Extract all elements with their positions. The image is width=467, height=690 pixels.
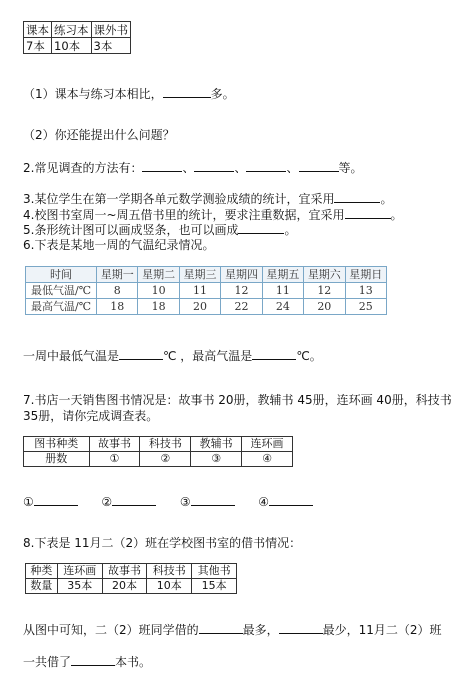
table-row (24, 38, 131, 54)
answer-blank[interactable] (279, 622, 323, 634)
table-cell: 课外书 (91, 22, 131, 38)
table-cell: 星期日 (345, 267, 386, 283)
answer-blank[interactable] (269, 494, 313, 506)
table-cell: 35本 (57, 579, 102, 594)
question-10: 8.下表是 11月二（2）班在学校图书室的借书情况： (23, 536, 302, 550)
question-text: 一共借了 (23, 655, 72, 669)
table-cell: 数量 (26, 579, 58, 594)
book-sales-table (23, 436, 293, 467)
table-row (26, 579, 237, 594)
table-cell: 22 (221, 299, 262, 315)
table-cell: 24 (262, 299, 303, 315)
table-cell: 连环画 (242, 437, 293, 452)
question-12 (23, 654, 151, 670)
table-row (26, 299, 387, 315)
table-cell: 科技书 (140, 437, 191, 452)
question-text: ℃。 (296, 349, 322, 363)
answer-blank[interactable] (34, 494, 78, 506)
table-cell: 8 (97, 283, 138, 299)
question-text: 4.校图书室周一~周五借书里的统计，要求注重数据，宜采用 (23, 208, 345, 222)
answer-blank[interactable] (334, 191, 380, 203)
table-cell: 18 (138, 299, 179, 315)
table-cell: 册数 (24, 452, 90, 467)
table-header-row (26, 267, 387, 283)
table-cell: 20 (304, 299, 345, 315)
question-text: 从图中可知，二（2）班同学借的 (23, 623, 199, 637)
table-cell: 连环画 (57, 564, 102, 579)
answer-marker: ② (101, 495, 113, 509)
table-cell: 7本 (24, 38, 52, 54)
table-cell[interactable]: ① (89, 452, 140, 467)
table-header-row (26, 564, 237, 579)
question-text: 2.常见调查的方法有： (23, 161, 143, 175)
question-2: （2）你还能提出什么问题？ (23, 128, 175, 142)
question-9-line-1: 7.书店一天销售图书情况是：故事书 20册，教辅书 45册，连环画 40册，科技书 (23, 393, 452, 407)
table-cell: 10本 (147, 579, 192, 594)
table-cell: 11 (179, 283, 220, 299)
table-cell: 星期二 (138, 267, 179, 283)
table-cell: 种类 (26, 564, 58, 579)
question-text: 。 (284, 223, 297, 237)
answer-blank[interactable] (194, 160, 234, 172)
table-cell: 11 (262, 283, 303, 299)
separator: 、 (182, 161, 195, 175)
answer-blank[interactable] (119, 348, 163, 360)
answer-blank[interactable] (345, 207, 391, 219)
question-text: 多。 (210, 87, 235, 101)
answer-blank[interactable] (299, 160, 339, 172)
answer-blank[interactable] (163, 86, 211, 98)
answer-blank[interactable] (199, 622, 243, 634)
table-cell: 20本 (102, 579, 147, 594)
answer-blank[interactable] (191, 494, 235, 506)
table-cell: 练习本 (52, 22, 92, 38)
books-table (23, 21, 131, 54)
question-9-line-2: 35册，请你完成调查表。 (23, 409, 159, 423)
answer-blank[interactable] (112, 494, 156, 506)
question-3 (23, 160, 363, 176)
question-8 (23, 348, 322, 364)
table-row (24, 452, 293, 467)
answer-marker: ① (23, 495, 34, 509)
answer-blank[interactable] (252, 348, 296, 360)
table-cell: 星期五 (262, 267, 303, 283)
question-7: 6.下表是某地一周的气温纪录情况。 (23, 238, 215, 252)
question-text: 最多， (242, 623, 279, 637)
question-text: 。 (380, 192, 393, 206)
table-cell: 故事书 (89, 437, 140, 452)
table-cell: 15本 (192, 579, 237, 594)
table-cell: 12 (304, 283, 345, 299)
table-header-row (24, 437, 293, 452)
table-cell: 18 (97, 299, 138, 315)
question-text: 最少，11月二（2）班 (322, 623, 442, 637)
table-cell[interactable]: ④ (242, 452, 293, 467)
table-cell: 科技书 (147, 564, 192, 579)
table-cell: 25 (345, 299, 386, 315)
table-cell[interactable]: ② (140, 452, 191, 467)
answer-marker: ④ (258, 495, 270, 509)
question-text: 。 (390, 208, 403, 222)
answer-blank[interactable] (238, 222, 284, 234)
answer-row (23, 494, 313, 510)
temperature-table (25, 266, 387, 315)
table-cell[interactable]: ③ (191, 452, 242, 467)
table-cell: 课本 (24, 22, 52, 38)
separator: 、 (286, 161, 299, 175)
table-cell: 故事书 (102, 564, 147, 579)
borrowing-table (25, 563, 237, 594)
table-cell: 星期一 (97, 267, 138, 283)
table-cell: 10本 (52, 38, 92, 54)
question-text: 等。 (338, 161, 363, 175)
question-text: 一周中最低气温是 (23, 349, 120, 363)
question-text: （1）课本与练习本相比， (23, 87, 163, 101)
question-1 (23, 86, 235, 102)
table-cell: 13 (345, 283, 386, 299)
question-4 (23, 191, 392, 207)
question-text: 本书。 (115, 655, 152, 669)
table-cell: 12 (221, 283, 262, 299)
table-cell: 最低气温/℃ (26, 283, 97, 299)
answer-blank[interactable] (142, 160, 182, 172)
table-cell: 星期六 (304, 267, 345, 283)
answer-blank[interactable] (71, 654, 115, 666)
table-cell: 20 (179, 299, 220, 315)
question-text: 3.某位学生在第一学期各单元数学测验成绩的统计，宜采用 (23, 192, 335, 206)
table-cell: 教辅书 (191, 437, 242, 452)
question-11 (23, 622, 442, 638)
answer-blank[interactable] (246, 160, 286, 172)
separator: 、 (234, 161, 247, 175)
table-cell: 星期四 (221, 267, 262, 283)
table-row (26, 283, 387, 299)
table-cell: 星期三 (179, 267, 220, 283)
question-text: 5.条形统计图可以画成竖条，也可以画成 (23, 223, 239, 237)
table-cell: 10 (138, 283, 179, 299)
question-6 (23, 222, 296, 238)
table-row (24, 22, 131, 38)
question-text: ℃ ，最高气温是 (163, 349, 253, 363)
table-cell: 最高气温/℃ (26, 299, 97, 315)
table-cell: 时间 (26, 267, 97, 283)
table-cell: 3本 (91, 38, 131, 54)
table-cell: 图书种类 (24, 437, 90, 452)
question-5 (23, 207, 403, 223)
table-cell: 其他书 (192, 564, 237, 579)
answer-marker: ③ (179, 495, 191, 509)
